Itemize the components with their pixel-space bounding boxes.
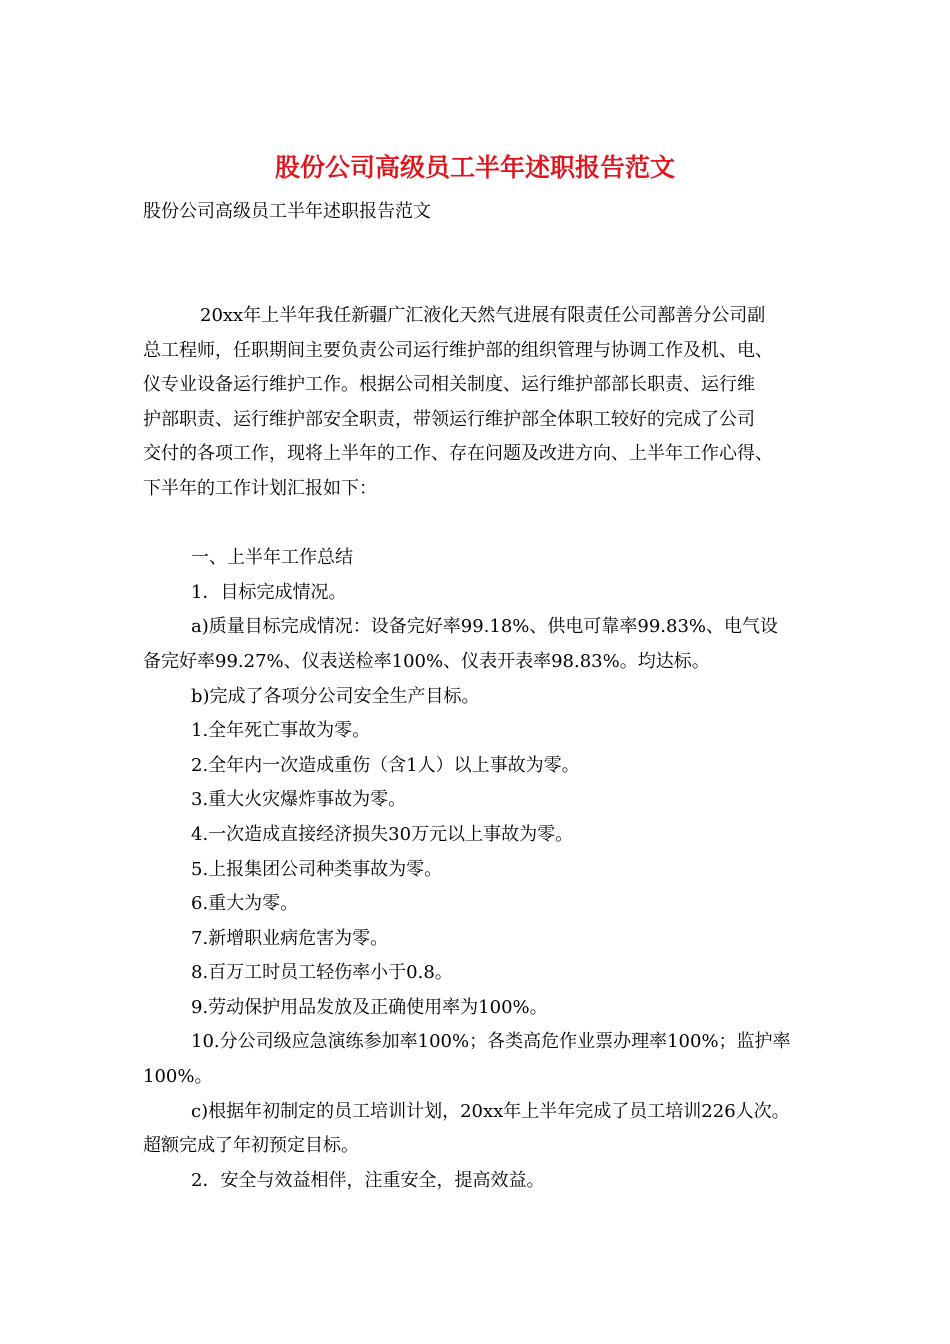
list-item: 7.新增职业病危害为零。 (191, 927, 389, 949)
list-item: 9.劳动保护用品发放及正确使用率为100%。 (191, 996, 548, 1018)
paragraph-line: 超额完成了年初预定目标。 (143, 1135, 359, 1157)
document-subtitle: 股份公司高级员工半年述职报告范文 (143, 201, 431, 222)
list-item: 1．目标完成情况。 (191, 581, 347, 603)
list-item: b)完成了各项分公司安全生产目标。 (191, 685, 480, 707)
list-item: 2．安全与效益相伴，注重安全，提高效益。 (191, 1169, 545, 1191)
paragraph-line: 100%。 (143, 1066, 213, 1088)
paragraph-line: 总工程师，任职期间主要负责公司运行维护部的组织管理与协调工作及机、电、 (143, 339, 773, 361)
blank-line (143, 507, 813, 542)
list-item: 6.重大为零。 (191, 893, 299, 915)
list-item: 3.重大火灾爆炸事故为零。 (191, 789, 407, 811)
paragraph-line: c)根据年初制定的员工培训计划，20xx年上半年完成了员工培训226人次。 (191, 1100, 790, 1122)
paragraph-line: 20xx年上半年我任新疆广汇液化天然气进展有限责任公司鄯善分公司副 (200, 305, 766, 326)
paragraph-line: 护部职责、运行维护部安全职责，带领运行维护部全体职工较好的完成了公司 (143, 408, 755, 430)
section-heading: 一、上半年工作总结 (191, 547, 353, 569)
list-item: 10.分公司级应急演练参加率100%；各类高危作业票办理率100%；监护率 (191, 1031, 791, 1053)
paragraph-line: a)质量目标完成情况：设备完好率99.18%、供电可靠率99.83%、电气设 (191, 616, 779, 638)
list-item: 4.一次造成直接经济损失30万元以上事故为零。 (191, 823, 574, 845)
paragraph-line: 仪专业设备运行维护工作。根据公司相关制度、运行维护部部长职责、运行维 (143, 374, 755, 396)
paragraph-line: 下半年的工作计划汇报如下： (143, 477, 377, 499)
paragraph-line: 备完好率99.27%、仪表送检率100%、仪表开表率98.83%。均达标。 (143, 650, 710, 672)
document-title: 股份公司高级员工半年述职报告范文 (274, 153, 675, 182)
paragraph-line: 交付的各项工作，现将上半年的工作、存在问题及改进方向、上半年工作心得、 (143, 443, 773, 465)
list-item: 2.全年内一次造成重伤（含1人）以上事故为零。 (191, 754, 580, 776)
list-item: 5.上报集团公司种类事故为零。 (191, 858, 443, 880)
document-body (143, 299, 813, 1198)
list-item: 1.全年死亡事故为零。 (191, 720, 371, 742)
list-item: 8.百万工时员工轻伤率小于0.8。 (191, 962, 453, 984)
